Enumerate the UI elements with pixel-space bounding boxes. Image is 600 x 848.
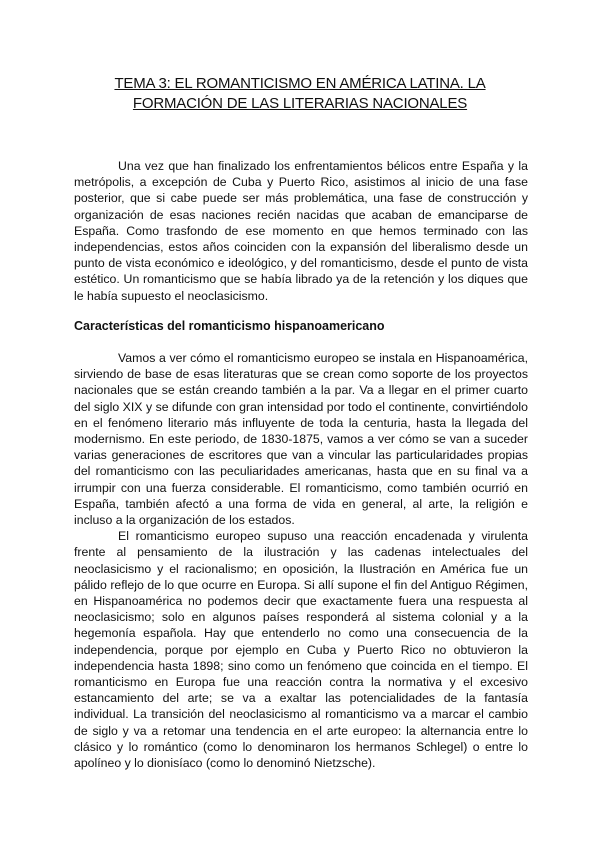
document-title — [60, 74, 540, 114]
section-heading: Características del romanticismo hispanoamericano — [74, 319, 385, 333]
title-line-2: FORMACIÓN DE LAS LITERARIAS NACIONALES — [132, 95, 468, 112]
section-paragraph-1: Vamos a ver cómo el romanticismo europeo se instala en Hispanoamérica, sirviendo de base de esas literaturas que se crean como soporte de los proyectos nacionales que se están creando también a la par. Va a llegar en el primer cuarto del siglo XIX y se difunde con gran intensidad por todo el continente, convirtiéndolo en el fenómeno literario más influyente de toda la centuria, hasta la llegada del modernismo. En este periodo, de 1830-1875, vamos a ver cómo se van a suceder varias generaciones de escritores que van a vincular las particularidades propias del romanticismo con las peculiaridades americanas, hasta que en su final va a irrumpir con una fuerza considerable. El romanticismo, como también ocurrió en España, también afectó a una forma de vida en general, al arte, la religión e incluso a la organización de los estados. — [74, 351, 528, 528]
section-paragraph-2: El romanticismo europeo supuso una reacción encadenada y virulenta frente al pensamiento de la ilustración y las cadenas intelectuales del neoclasicismo y el racionalismo; en oposición, la Ilustración en América fue un pálido reflejo de lo que ocurre en Europa. Si allí supone el fin del Antiguo Régimen, en Hispanoamérica no podemos decir que exactamente fuera una respuesta al neoclasicismo; solo en algunos países responderá al sistema colonial y a la hegemonía española. Hay que entenderlo no como una consecuencia de la independencia, porque por ejemplo en Cuba y Puerto Rico no obtuvieron la independencia hasta 1898; sino como un fenómeno que coincida en el tiempo. El romanticismo en Europa fue una reacción contra la normativa y el excesivo estancamiento del arte; se va a exaltar las potencialidades de la fantasía individual. La transición del neoclasicismo al romanticismo va a marcar el cambio de siglo y va a retomar una tendencia en el arte europeo: la alternancia entre lo clásico y lo romántico (como lo denominaron los hermanos Schlegel) o entre lo apolíneo y lo dionisíaco (como lo denominó Nietzsche). — [74, 529, 528, 771]
intro-block — [74, 158, 528, 304]
intro-paragraph: Una vez que han finalizado los enfrentamientos bélicos entre España y la metrópolis, a excepción de Cuba y Puerto Rico, asistimos al inicio de una fase posterior, que si cabe puede ser más problemática, una fase de construcción y organización de esas naciones recién nacidas que acaban de emanciparse de España. Como trasfondo de ese momento en que hemos terminado con las independencias, estos años coinciden con la expansión del liberalismo desde un punto de vista económico e ideológico, y del romanticismo, desde el punto de vista estético. Un romanticismo que se había librado ya de la retención y los diques que le había supuesto el neoclasicismo. — [74, 159, 528, 303]
title-line-1: TEMA 3: EL ROMANTICISMO EN AMÉRICA LATINA. LA — [114, 75, 486, 92]
section-body — [74, 350, 528, 771]
